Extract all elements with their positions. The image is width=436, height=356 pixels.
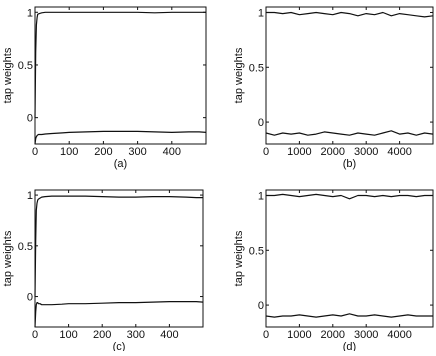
y-axis-label: tap weights xyxy=(233,47,245,104)
y-axis-label: tap weights xyxy=(2,230,14,287)
plot-frame xyxy=(35,190,203,327)
series-line-2 xyxy=(35,131,206,144)
plot-frame xyxy=(35,7,206,144)
series-line-1 xyxy=(266,13,433,17)
x-tick-label: 300 xyxy=(126,329,145,341)
x-tick-label: 2000 xyxy=(320,329,346,341)
x-tick-label: 3000 xyxy=(353,329,379,341)
x-tick-label: 4000 xyxy=(387,329,412,341)
y-tick-label: 0.5 xyxy=(17,240,33,253)
panel-caption: (a) xyxy=(113,158,128,170)
x-tick-label: 100 xyxy=(60,146,79,158)
x-tick-label: 0 xyxy=(31,146,39,158)
y-tick-label: 0.5 xyxy=(248,245,264,258)
chart-panel-d xyxy=(233,190,433,351)
x-tick-label: 0 xyxy=(262,146,270,158)
x-tick-label: 0 xyxy=(262,329,270,341)
y-tick-label: 0.5 xyxy=(17,59,33,72)
plot-frame xyxy=(266,7,433,144)
x-tick-label: 100 xyxy=(59,329,78,341)
y-axis-label: tap weights xyxy=(2,47,14,104)
plot-frame xyxy=(266,190,433,327)
chart-panel-c xyxy=(2,190,203,351)
series-line-2 xyxy=(35,302,203,327)
x-tick-label: 1000 xyxy=(287,329,312,341)
x-tick-label: 4000 xyxy=(387,146,412,158)
y-tick-label: 1 xyxy=(26,190,33,203)
chart-panel-a xyxy=(2,7,206,170)
y-tick-label: 1 xyxy=(257,7,264,20)
series-line-1 xyxy=(266,194,433,198)
y-tick-label: 0.5 xyxy=(248,62,264,75)
x-tick-label: 2000 xyxy=(320,146,346,158)
x-tick-label: 3000 xyxy=(353,146,379,158)
x-tick-label: 1000 xyxy=(287,146,312,158)
panel-caption: (b) xyxy=(342,158,357,170)
y-tick-label: 0 xyxy=(257,117,264,130)
x-tick-label: 400 xyxy=(160,329,179,341)
panel-caption: (c) xyxy=(112,341,126,351)
y-axis-label: tap weights xyxy=(233,230,245,287)
series-line-1 xyxy=(35,196,203,297)
series-line-2 xyxy=(266,131,433,135)
x-tick-label: 200 xyxy=(94,146,113,158)
y-tick-label: 0 xyxy=(26,112,33,125)
y-tick-label: 0 xyxy=(257,300,264,313)
series-line-2 xyxy=(266,314,433,317)
y-tick-label: 1 xyxy=(26,7,33,20)
y-tick-label: 0 xyxy=(26,291,33,304)
x-tick-label: 300 xyxy=(128,146,147,158)
x-tick-label: 0 xyxy=(31,329,39,341)
panel-caption: (d) xyxy=(342,341,357,351)
x-tick-label: 200 xyxy=(93,329,112,341)
x-tick-label: 400 xyxy=(162,146,181,158)
y-tick-label: 1 xyxy=(257,190,264,203)
series-line-1 xyxy=(35,12,206,117)
chart-panel-b xyxy=(233,7,433,170)
